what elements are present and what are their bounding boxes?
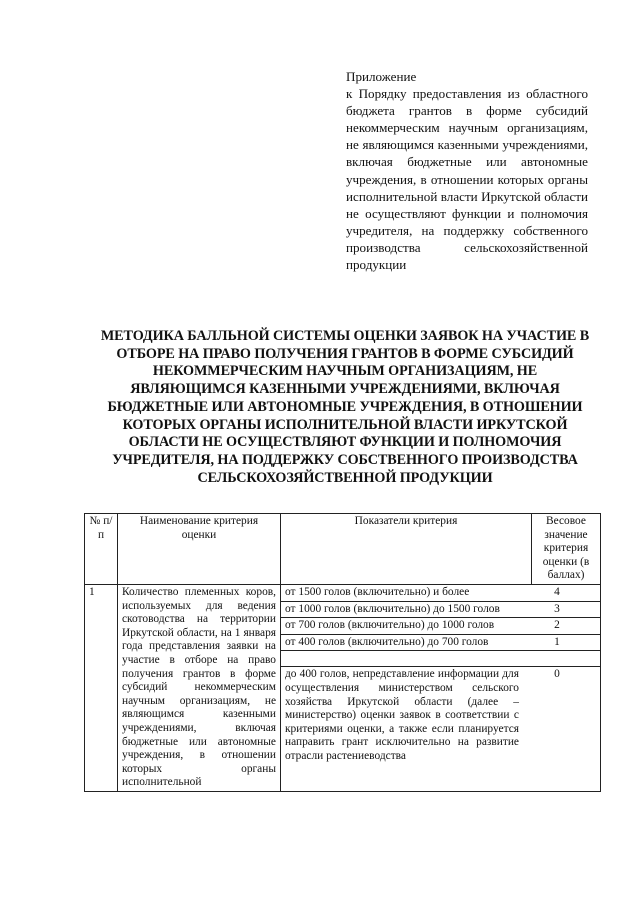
- indicator-text: до 400 голов, непредставление информации для осуществления министерством сельского хозяйства Иркутской области (далее – министерство) оценки заявок в соответствии с критериями оценки, а также если планируется направить грант исключительно на развитие отрасли растениеводства: [285, 668, 519, 762]
- row-num: 1: [85, 584, 118, 791]
- header-name: Наименование критерия оценки: [118, 514, 281, 585]
- indicator-row: [281, 585, 600, 602]
- indicator-text: от 1000 голов (включительно) до 1500 голов: [285, 602, 500, 615]
- row-criterion-name: Количество племенных коров, используемых для ведения скотоводства на территории Иркутской области, на 1 января года представления заявки на участие в отборе на право получения грантов в форме субсидий некоммерческим научным организациям, не являющимся казенными учреждениями, включая бюджетные или автономные учреждения, в отношении которых органы исполнительной: [118, 584, 281, 791]
- spacer: [281, 651, 600, 666]
- table-header-row: [85, 514, 601, 585]
- indicator-text: от 700 голов (включительно) до 1000 голов: [285, 619, 495, 632]
- indicator-score: 1: [554, 635, 560, 648]
- appendix-block: [346, 68, 588, 273]
- indicator-text: от 1500 голов (включительно) и более: [285, 585, 470, 598]
- header-num: № п/п: [85, 514, 118, 585]
- document-title: МЕТОДИКА БАЛЛЬНОЙ СИСТЕМЫ ОЦЕНКИ ЗАЯВОК НА УЧАСТИЕ В ОТБОРЕ НА ПРАВО ПОЛУЧЕНИЯ ГРАНТОВ В ФОРМЕ СУБСИДИЙ НЕКОММЕРЧЕСКИМ НАУЧНЫМ ОРГАНИЗАЦИЯМ, НЕ ЯВЛЯЮЩИМСЯ КАЗЕННЫМИ УЧРЕЖДЕНИЯМИ, ВКЛЮЧАЯ БЮДЖЕТНЫЕ ИЛИ АВТОНОМНЫЕ УЧРЕЖДЕНИЯ, В ОТНОШЕНИИ КОТОРЫХ ОРГАНЫ ИСПОЛНИТЕЛЬНОЙ ВЛАСТИ ИРКУТСКОЙ ОБЛАСТИ НЕ ОСУЩЕСТВЛЯЮТ ФУНКЦИИ И ПОЛНОМОЧИЯ УЧРЕДИТЕЛЯ, НА ПОДДЕРЖКУ СОБСТВЕННОГО ПРОИЗВОДСТВА СЕЛЬСКОХОЗЯЙСТВЕННОЙ ПРОДУКЦИИ: [100, 328, 590, 486]
- indicator-row: [281, 635, 600, 652]
- indicator-score: 0: [554, 668, 560, 681]
- indicator-row: [281, 666, 600, 764]
- scan-noise: [320, 860, 570, 880]
- indicator-group: [281, 584, 601, 791]
- indicator-row: [281, 602, 600, 619]
- indicator-score: 3: [554, 602, 560, 615]
- header-weight: Весовое значение критерия оценки (в баллах): [532, 514, 601, 585]
- indicator-row: [281, 618, 600, 635]
- header-indicators: Показатели критерия: [281, 514, 532, 585]
- indicator-text: от 400 голов (включительно) до 700 голов: [285, 635, 489, 648]
- criteria-table: [84, 513, 601, 792]
- indicator-score: 2: [554, 619, 560, 632]
- indicator-score: 4: [554, 585, 560, 598]
- appendix-text: к Порядку предоставления из областного бюджета грантов в форме субсидий некоммерческим научным организациям, не являющимся казенными учреждениями, включая бюджетные или автономные учреждения, в отношении которых органы исполнительной власти Иркутской области не осуществляют функции и полномочия учредителя, на поддержку собственного производства сельскохозяйственной продукции: [346, 86, 588, 273]
- appendix-heading: Приложение: [346, 69, 417, 84]
- table-row: [85, 584, 601, 791]
